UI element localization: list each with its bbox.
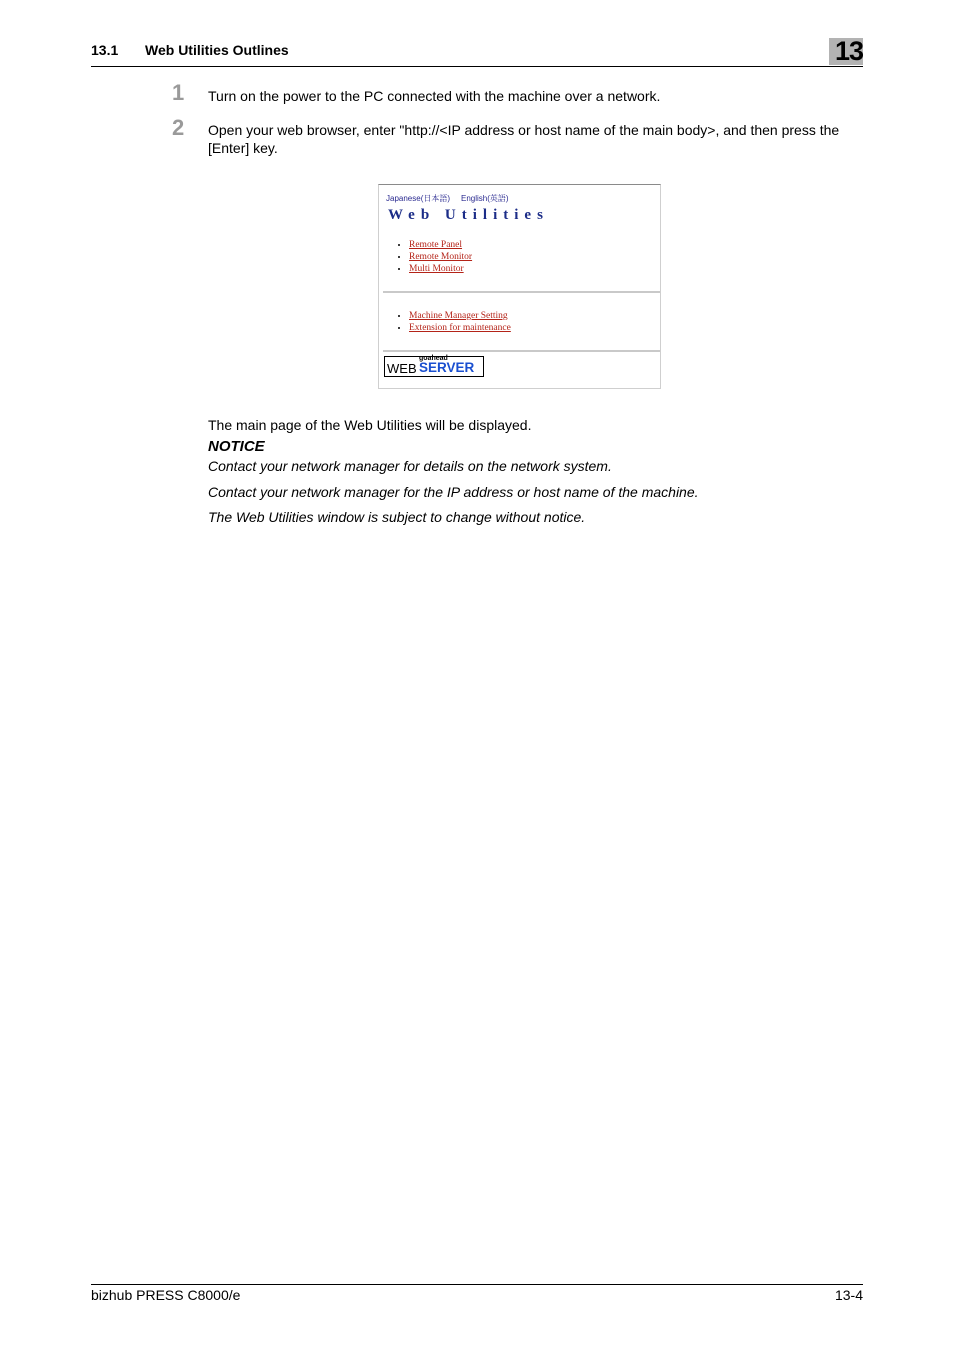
- remote-panel-link: Remote Panel: [409, 240, 463, 250]
- lang-japanese-link: Japanese(日本語): [386, 194, 451, 203]
- footer-product: bizhub PRESS C8000/e: [91, 1287, 241, 1303]
- page-header: [91, 38, 863, 67]
- step-2-number: 2: [172, 115, 185, 140]
- extension-maintenance-link: Extension for maintenance: [409, 323, 511, 333]
- step-1-number: 1: [172, 80, 185, 105]
- step-1-text: Turn on the power to the PC connected with the machine over a network.: [208, 88, 661, 104]
- chapter-number: 13: [834, 36, 863, 66]
- notice-line-2: Contact your network manager for the IP address or host name of the machine.: [208, 484, 699, 500]
- link-list-primary: [391, 239, 472, 275]
- divider: [383, 350, 660, 352]
- section-title: Web Utilities Outlines: [145, 42, 289, 58]
- multi-monitor-link: Multi Monitor: [409, 264, 464, 274]
- web-utilities-title: Web Utilities: [388, 207, 549, 223]
- notice-line-1: Contact your network manager for details on the network system.: [208, 458, 612, 474]
- list-item: [409, 239, 472, 251]
- logo-goahead-text: goahead: [419, 355, 448, 362]
- web-utilities-screenshot: [378, 184, 661, 389]
- step-2-text: Open your web browser, enter "http://<IP address or host name of the main body>, and then press the [Enter] key.: [208, 122, 840, 156]
- footer-page-number: 13-4: [834, 1287, 863, 1303]
- list-item: [409, 263, 472, 275]
- page-footer: [91, 1284, 863, 1303]
- webserver-logo: [384, 356, 484, 377]
- lang-english-link: English(英語): [461, 194, 509, 203]
- list-item: [409, 322, 511, 334]
- list-item: [409, 310, 511, 322]
- machine-manager-setting-link: Machine Manager Setting: [409, 311, 508, 321]
- logo-web-text: WEB: [387, 361, 417, 376]
- result-text: The main page of the Web Utilities will be displayed.: [208, 417, 532, 433]
- section-number: 13.1: [91, 42, 119, 58]
- divider: [383, 291, 660, 293]
- list-item: [409, 251, 472, 263]
- logo-server-text: SERVER: [419, 360, 475, 375]
- notice-heading: NOTICE: [208, 438, 265, 455]
- remote-monitor-link: Remote Monitor: [409, 252, 473, 262]
- link-list-secondary: [391, 310, 511, 334]
- notice-line-3: The Web Utilities window is subject to change without notice.: [208, 509, 586, 525]
